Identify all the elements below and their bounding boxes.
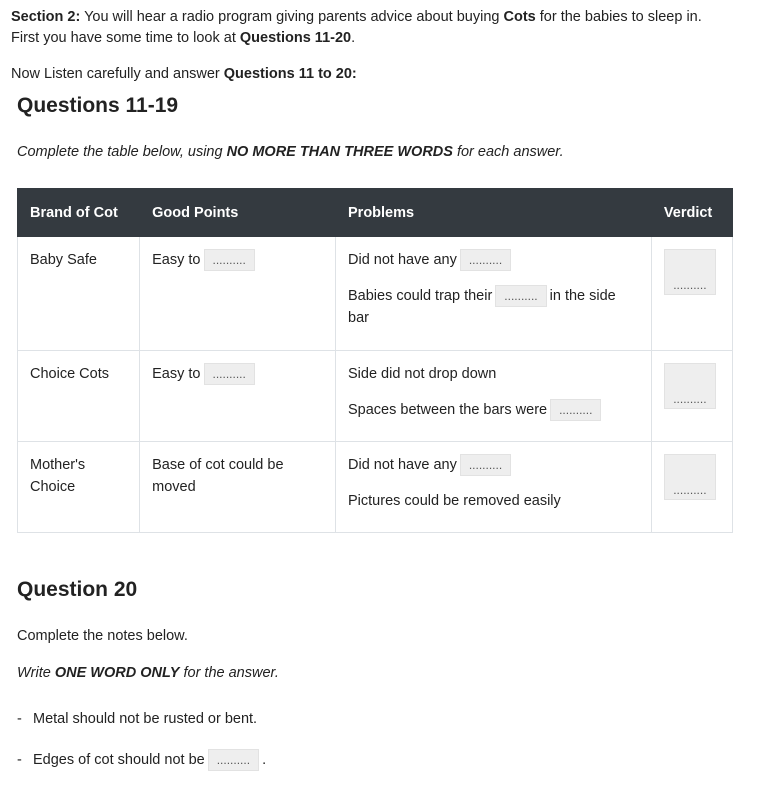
good-points-text: Easy to — [152, 366, 201, 382]
header-verdict: Verdict — [651, 189, 732, 237]
cot-comparison-table — [17, 188, 733, 533]
good-points-cell — [140, 237, 336, 351]
verdict-cell — [651, 237, 732, 351]
notes-lead: Complete the notes below. — [17, 628, 188, 644]
answer-blank-q20[interactable]: .......... — [208, 749, 259, 771]
problem-text: Babies could trap their — [348, 288, 493, 305]
problems-cell — [336, 237, 652, 351]
answer-blank-q14[interactable]: .......... — [664, 249, 716, 295]
listen-colon: : — [351, 66, 357, 82]
intro-text-2: for the babies to sleep in. — [535, 9, 702, 25]
answer-blank-q18[interactable]: .......... — [460, 454, 511, 476]
answer-blank-q11[interactable]: .......... — [204, 249, 255, 271]
answer-blank-q17[interactable]: .......... — [664, 363, 716, 409]
brand-cell: Choice Cots — [18, 351, 140, 442]
dash-bullet: - — [17, 711, 22, 727]
answer-blank-q16[interactable]: .......... — [550, 399, 601, 421]
problem-text: Did not have any — [348, 252, 457, 268]
questions-11-19-heading: Questions 11-19 — [17, 94, 179, 117]
section-intro — [11, 7, 751, 49]
notes-instr-bold: ONE WORD ONLY — [54, 665, 180, 681]
note-text: Metal should not be rusted or bent. — [33, 711, 258, 727]
good-points-text: Easy to — [152, 252, 201, 268]
notes-instruction — [17, 665, 279, 681]
problems-cell — [336, 442, 652, 533]
header-problems: Problems — [336, 189, 652, 237]
problem-text: Did not have any — [348, 457, 457, 473]
listen-text: Now Listen carefully and answer — [11, 66, 224, 82]
table-instr-bold: NO MORE THAN THREE WORDS — [226, 144, 453, 160]
note-text-end: . — [262, 751, 267, 768]
note-text: Edges of cot should not be — [33, 751, 205, 768]
problems-cell — [336, 351, 652, 442]
answer-blank-q15[interactable]: .......... — [204, 363, 255, 385]
verdict-cell — [651, 442, 732, 533]
table-header-row — [18, 189, 733, 237]
table-row — [18, 442, 733, 533]
problem-text: Side did not drop down — [348, 366, 497, 382]
table-instr-text-2: for each answer. — [452, 144, 564, 160]
listen-questions-ref: Questions 11 to 20 — [223, 66, 352, 82]
listen-instruction — [11, 64, 357, 85]
section-label: Section 2: — [11, 9, 81, 25]
note-item — [17, 711, 257, 727]
problem-text: Spaces between the bars were — [348, 402, 548, 418]
brand-cell: Baby Safe — [18, 237, 140, 351]
good-points-cell: Base of cot could be moved — [140, 442, 336, 533]
brand-cell: Mother's Choice — [18, 442, 140, 533]
table-instr-text-1: Complete the table below, using — [17, 144, 227, 160]
intro-text-4: . — [351, 30, 356, 46]
verdict-cell — [651, 351, 732, 442]
table-instruction — [17, 144, 564, 160]
header-good-points: Good Points — [140, 189, 336, 237]
question-20-heading: Question 20 — [17, 578, 138, 601]
problem-text: Pictures could be removed easily — [348, 493, 561, 510]
intro-text-3: First you have some time to look at — [11, 30, 240, 46]
problem-text: in the side bar — [348, 288, 616, 327]
answer-blank-q12[interactable]: .......... — [460, 249, 511, 271]
table-row — [18, 237, 733, 351]
answer-blank-q19[interactable]: .......... — [664, 454, 716, 500]
dash-bullet: - — [17, 751, 22, 768]
header-brand: Brand of Cot — [18, 189, 140, 237]
answer-blank-q13[interactable]: .......... — [495, 285, 546, 307]
intro-text-1: You will hear a radio program giving parents advice about buying — [80, 9, 504, 25]
good-points-cell — [140, 351, 336, 442]
cots-keyword: Cots — [503, 9, 536, 25]
table-row — [18, 351, 733, 442]
notes-instr-text-2: for the answer. — [179, 665, 279, 681]
note-item — [17, 749, 266, 771]
notes-instr-text-1: Write — [17, 665, 55, 681]
questions-ref: Questions 11-20 — [239, 30, 352, 46]
